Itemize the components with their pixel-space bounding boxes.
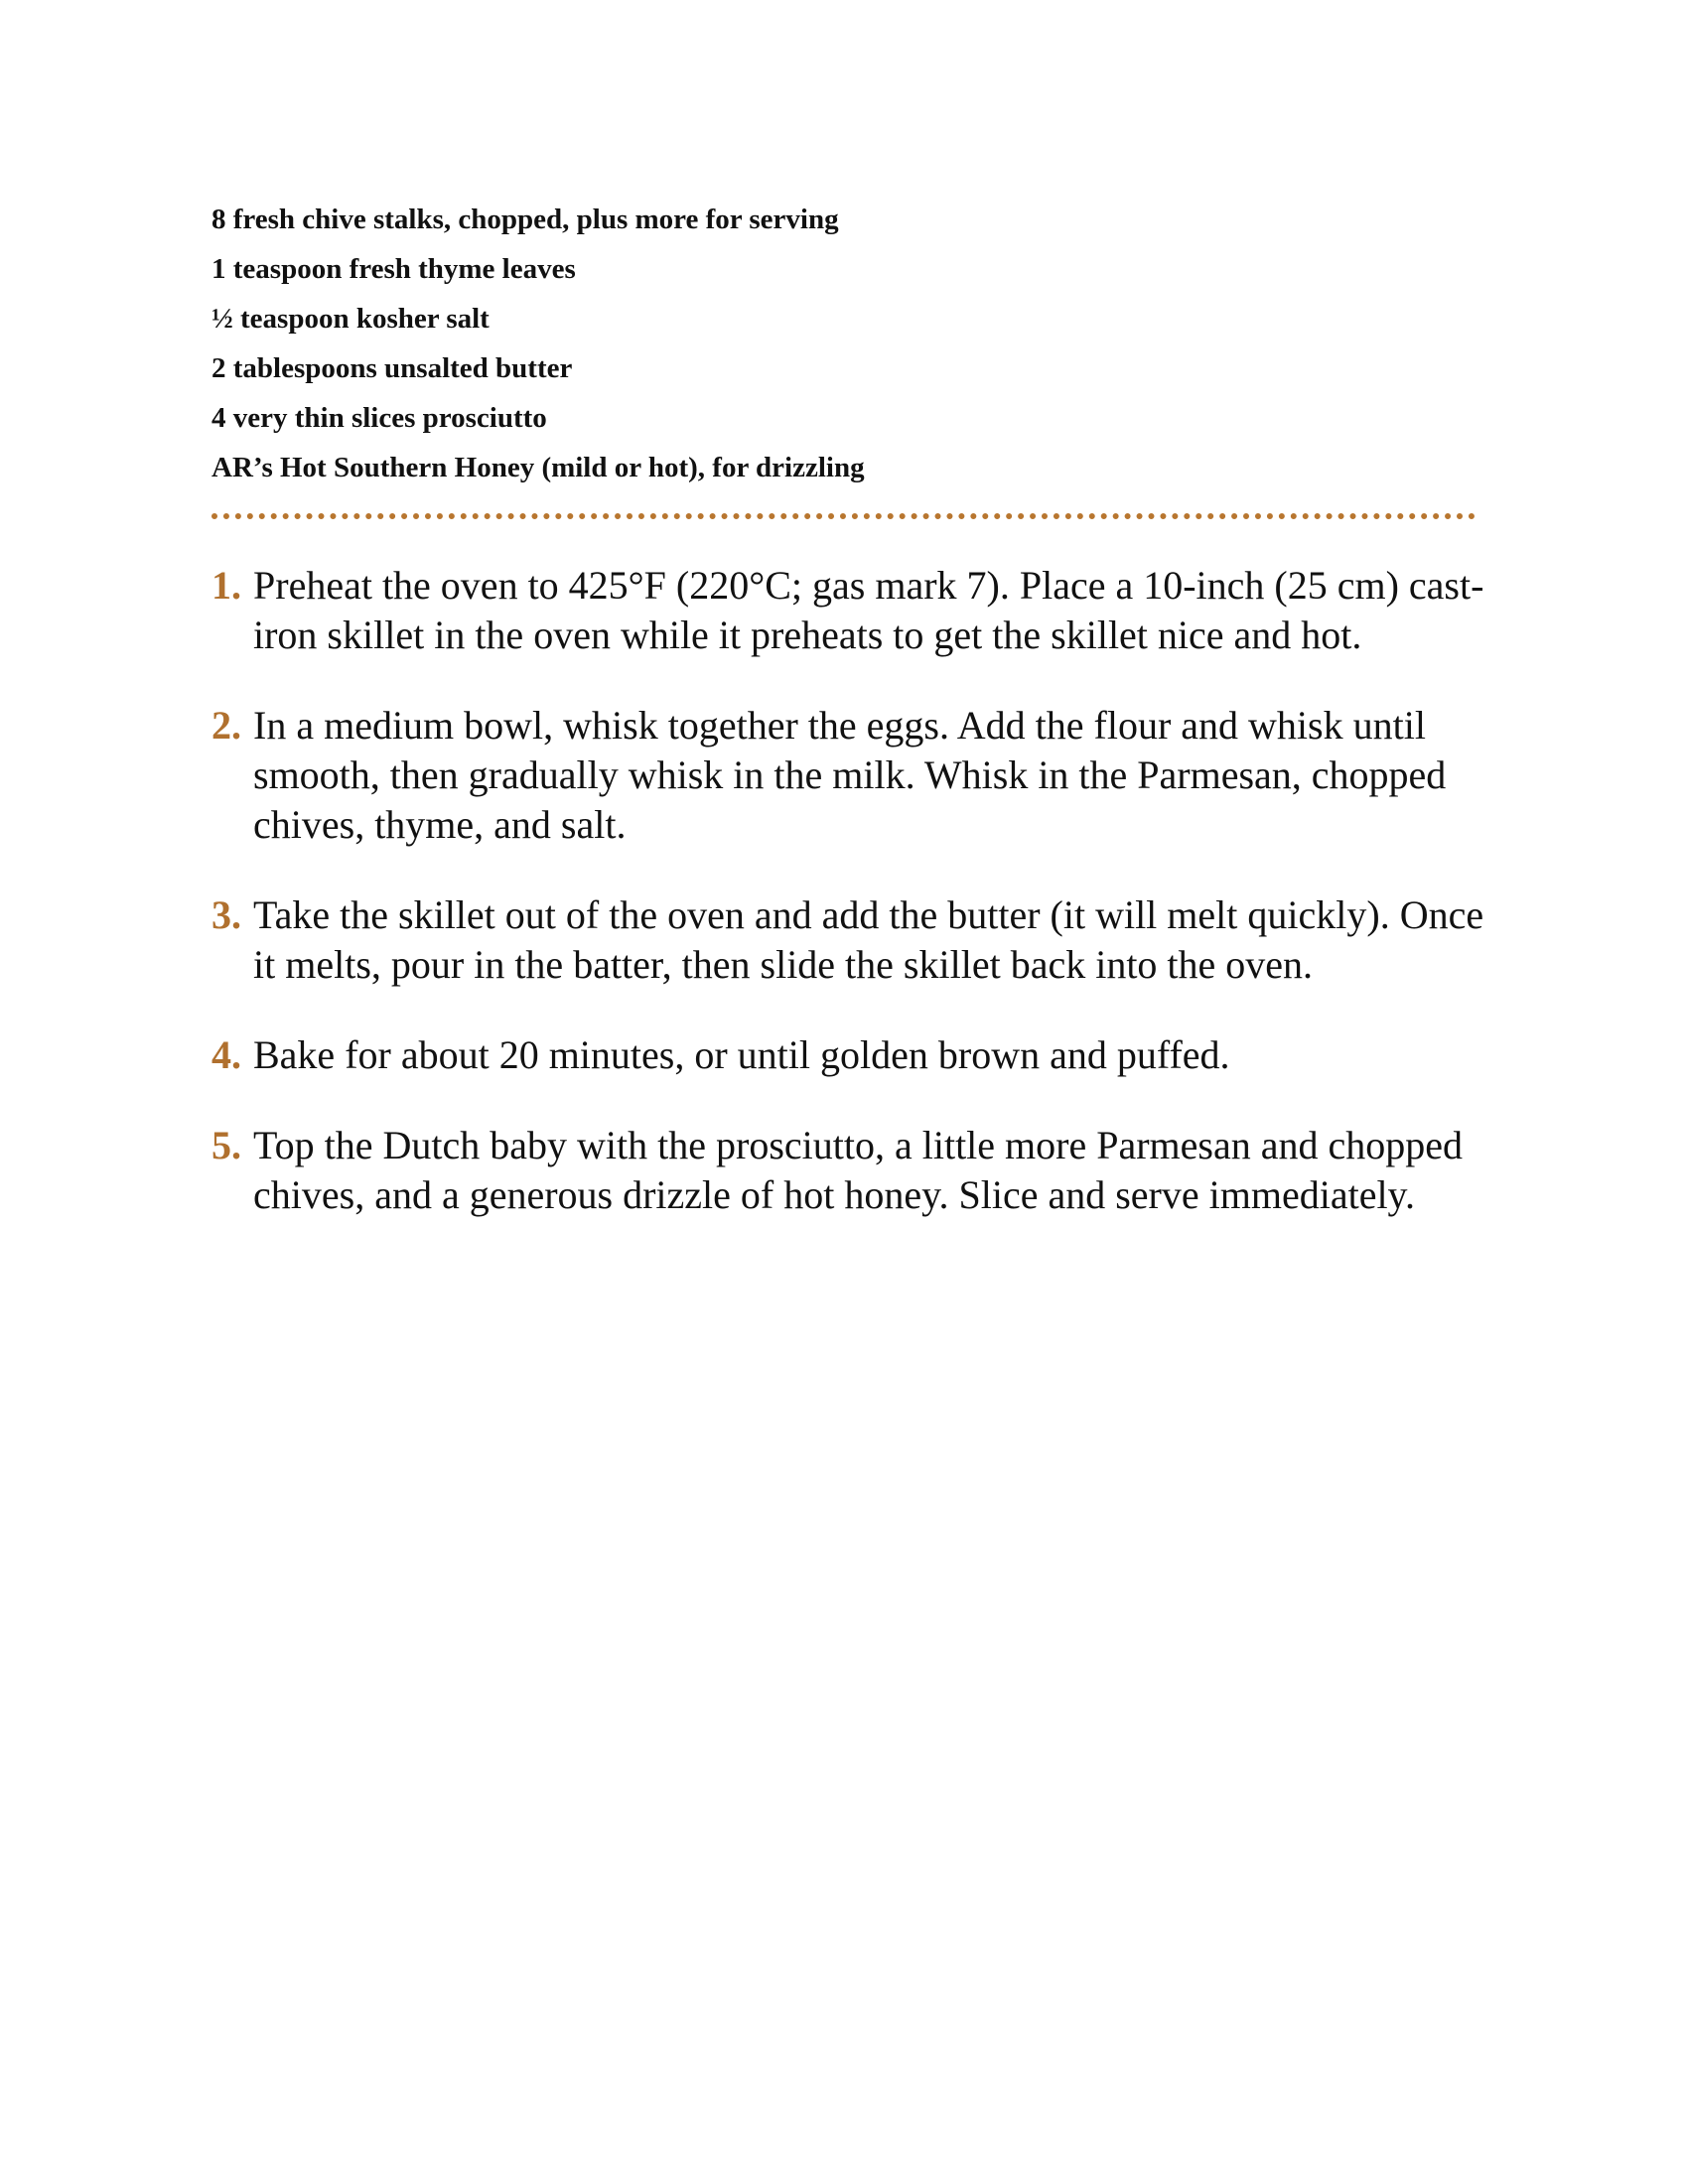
step-text: Top the Dutch baby with the prosciutto, a little more Parmesan and chopped chives, and a generous drizzle of hot honey. Slice and serve immediately. [253, 1123, 1464, 1217]
step-number: 2. [211, 703, 241, 748]
dotted-divider [211, 513, 1476, 519]
ingredient-list [211, 195, 1502, 492]
step-item [211, 701, 1502, 850]
ingredient-item: ½ teaspoon kosher salt [211, 303, 490, 335]
step-text: Preheat the oven to 425°F (220°C; gas mark 7). Place a 10-inch (25 cm) cast-iron skillet in the oven while it preheats to get the skillet nice and hot. [253, 563, 1484, 657]
step-number: 1. [211, 563, 241, 608]
ingredient-item: 2 tablespoons unsalted butter [211, 352, 573, 384]
step-item [211, 1030, 1502, 1080]
step-item [211, 561, 1502, 660]
step-text: Bake for about 20 minutes, or until golden brown and puffed. [253, 1032, 1230, 1077]
step-item [211, 1121, 1502, 1220]
step-item [211, 890, 1502, 990]
ingredient-item: 4 very thin slices prosciutto [211, 402, 547, 434]
ingredient-item: 8 fresh chive stalks, chopped, plus more for serving [211, 204, 839, 235]
instruction-steps [211, 561, 1502, 1261]
step-text: In a medium bowl, whisk together the eggs. Add the flour and whisk until smooth, then gradually whisk in the milk. Whisk in the Parmesan, chopped chives, thyme, and salt. [253, 703, 1447, 847]
step-number: 4. [211, 1032, 241, 1077]
step-number: 3. [211, 892, 241, 937]
ingredient-item: AR’s Hot Southern Honey (mild or hot), for drizzling [211, 452, 865, 483]
step-number: 5. [211, 1123, 241, 1167]
step-text: Take the skillet out of the oven and add the butter (it will melt quickly). Once it melts, pour in the batter, then slide the skillet back into the oven. [253, 892, 1484, 987]
ingredient-item: 1 teaspoon fresh thyme leaves [211, 253, 576, 285]
